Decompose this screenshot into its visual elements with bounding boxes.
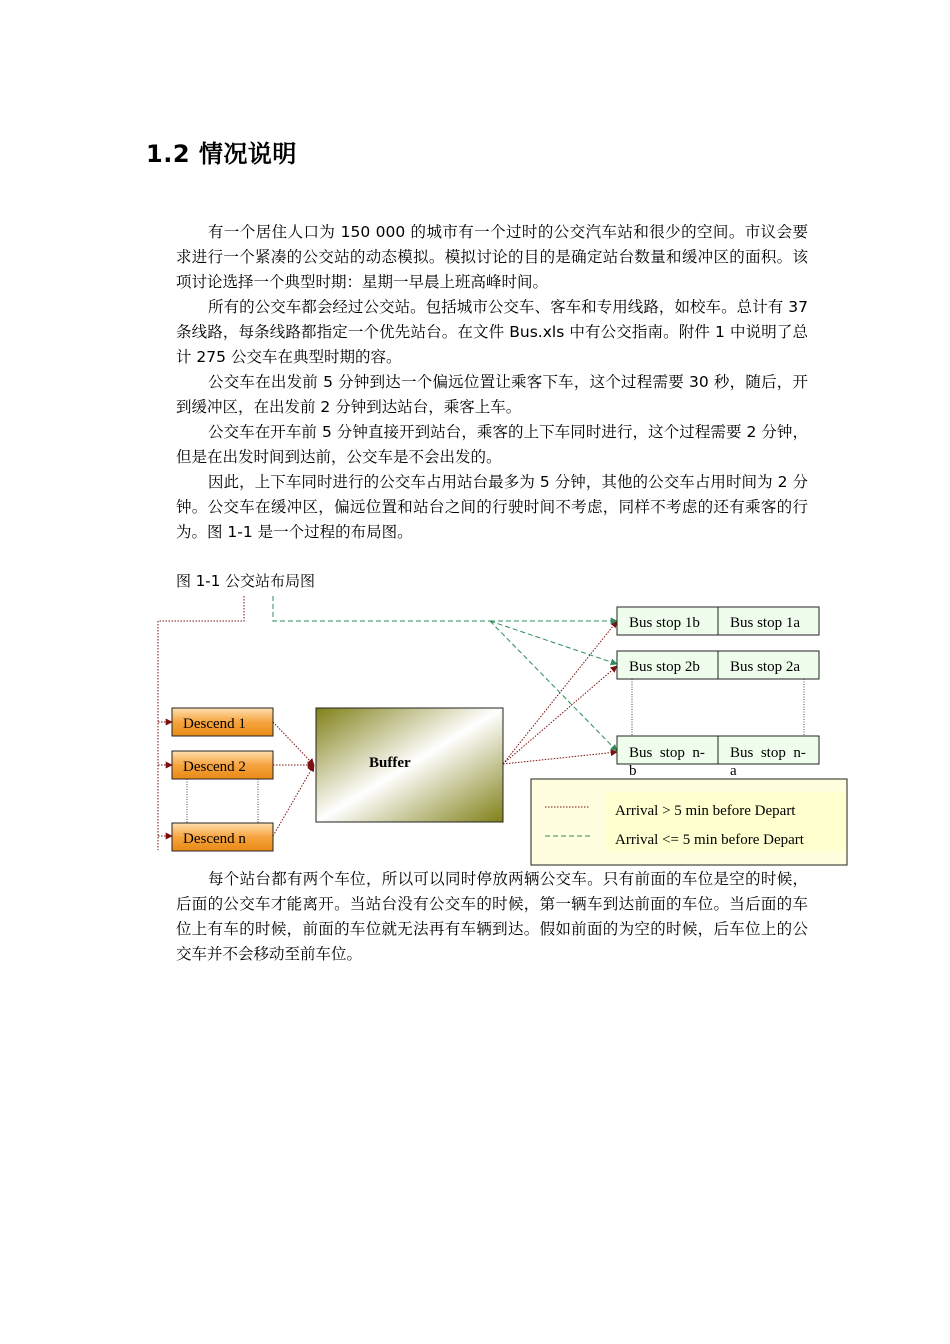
paragraph-1: 有一个居住人口为 150 000 的城市有一个过时的公交汽车站和很少的空间。市议会要求进行一个紧凑的公交站的动态模拟。模拟讨论的目的是确定站台数量和缓冲区的面积。该项讨论选择一个典型时期：星期一早晨上班高峰时间。 [176, 223, 808, 291]
bus-stop-row-n [617, 736, 819, 779]
bus-stop-row-1 [617, 607, 819, 635]
bus-stop-na-line1: Bus stop n- [730, 745, 806, 761]
descend-box-n [172, 823, 273, 851]
paragraph-4: 公交车在开车前 5 分钟直接开到站台，乘客的上下车同时进行，这个过程需要 2 分钟，但是在出发时间到达前，公交车是不会出发的。 [176, 423, 808, 466]
bus-stop-2b: Bus stop 2b [629, 659, 700, 675]
descend-label-n: Descend n [183, 831, 246, 847]
bus-stop-na-line2: a [730, 763, 737, 779]
buffer-label: Buffer [369, 755, 411, 771]
bus-stop-1b: Bus stop 1b [629, 615, 700, 631]
bus-stop-2a: Bus stop 2a [730, 659, 801, 675]
descend-box-1 [172, 708, 273, 736]
bus-stop-nb-line1: Bus stop n- [629, 745, 705, 761]
legend [531, 779, 847, 865]
legend-dashed-label: Arrival <= 5 min before Depart [615, 832, 804, 848]
bus-stop-ellipsis-lines [632, 679, 804, 736]
legend-dotted-label: Arrival > 5 min before Depart [615, 803, 796, 819]
bus-station-layout-diagram [150, 596, 850, 871]
descend-ellipsis-lines [187, 779, 258, 823]
figure-caption: 图 1-1 公交站布局图 [176, 572, 316, 590]
descend-label-2: Descend 2 [183, 759, 246, 775]
bus-stop-nb-line2: b [629, 763, 637, 779]
section-heading: 1.2 情况说明 [146, 140, 297, 168]
paragraph-3: 公交车在出发前 5 分钟到达一个偏远位置让乘客下车，这个过程需要 30 秒，随后，开到缓冲区，在出发前 2 分钟到达站台，乘客上车。 [176, 373, 808, 416]
paragraph-5: 因此，上下车同时进行的公交车占用站台最多为 5 分钟，其他的公交车占用时间为 2 分钟。公交车在缓冲区，偏远位置和站台之间的行驶时间不考虑，同样不考虑的还有乘客的行为。图 1-1 是一个过程的布局图。 [176, 473, 808, 541]
descend-label-1: Descend 1 [183, 716, 246, 732]
buffer-box [316, 708, 503, 822]
paragraph-after-figure: 每个站台都有两个车位，所以可以同时停放两辆公交车。只有前面的车位是空的时候，后面的公交车才能离开。当站台没有公交车的时候，第一辆车到达前面的车位。当后面的车位上有车的时候，前面的车位就无法再有车辆到达。假如前面的为空的时候，后车位上的公交车并不会移动至前车位。 [176, 870, 808, 963]
bus-stop-row-2 [617, 651, 819, 679]
bus-stop-1a: Bus stop 1a [730, 615, 801, 631]
paragraph-2: 所有的公交车都会经过公交站。包括城市公交车、客车和专用线路，如校车。总计有 37 条线路，每条线路都指定一个优先站台。在文件 Bus.xls 中有公交指南。附件 1 中说明了总计 275 公交车在典型时期的容。 [176, 298, 808, 366]
descend-box-2 [172, 751, 273, 779]
